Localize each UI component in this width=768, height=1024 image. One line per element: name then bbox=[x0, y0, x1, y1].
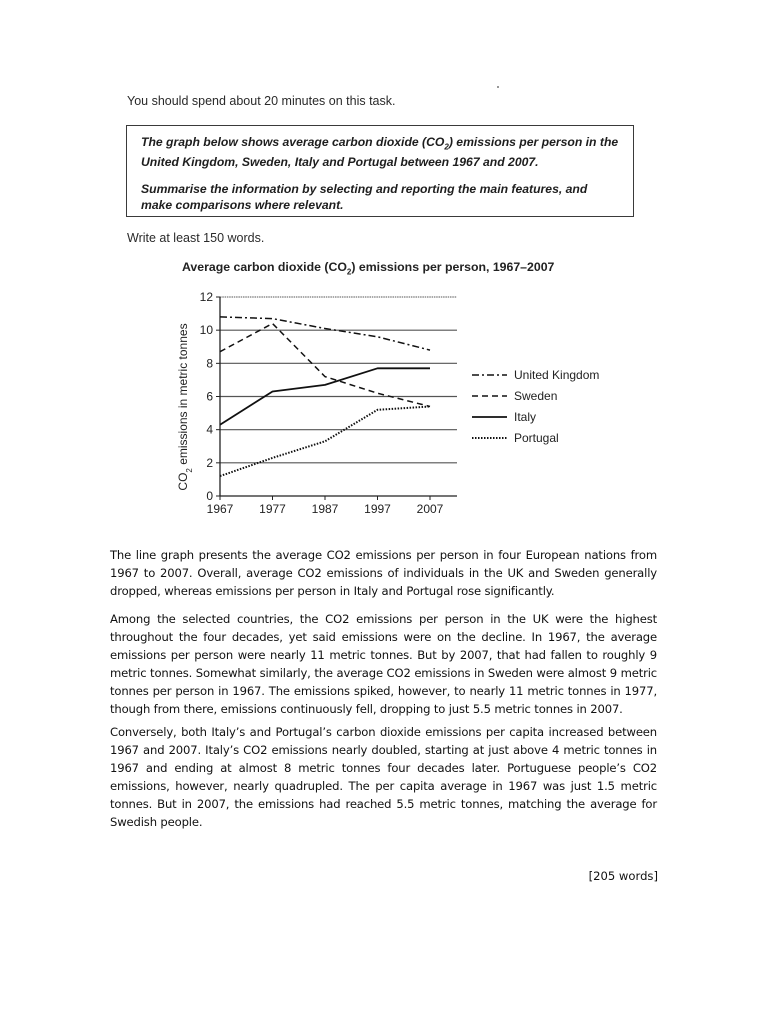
legend-item bbox=[472, 389, 557, 403]
essay-paragraph-2: Among the selected countries, the CO2 emissions per person in the UK were the highest throughout the four decades, yet said emissions were on the decline. In 1967, the average emissions per person were nearly 11 metric tonnes. But by 2007, that had fallen to roughly 9 metric tonnes. Somewhat similarly, the average CO2 emissions in Sweden were almost 9 metric tonnes per person in 1967. The emissions spiked, however, to nearly 11 metric tonnes in 1977, though from there, emissions continuously fell, dropping to just 5.5 metric tonnes in 2007. bbox=[110, 612, 657, 717]
svg-text:Sweden: Sweden bbox=[514, 389, 558, 403]
task-summary-instruction: Summarise the information by selecting and reporting the main features, and make comparisons where relevant. bbox=[141, 182, 588, 212]
word-minimum: Write at least 150 words. bbox=[127, 231, 265, 245]
word-count: [205 words] bbox=[588, 869, 658, 883]
chart-legend bbox=[472, 368, 599, 445]
legend-item bbox=[472, 431, 559, 445]
series-line-portugal bbox=[220, 407, 430, 477]
svg-text:6: 6 bbox=[206, 389, 213, 404]
svg-text:Italy: Italy bbox=[514, 410, 537, 424]
line-chart bbox=[160, 285, 630, 525]
svg-text:0: 0 bbox=[206, 489, 213, 503]
legend-item bbox=[472, 410, 536, 424]
svg-text:1977: 1977 bbox=[259, 502, 286, 516]
task-description: The graph below shows average carbon dioxide $(CO_2)$ emissions per person in the United Kingdom, Sweden, Italy and Portugal between 1967 and 2007. bbox=[141, 135, 619, 169]
svg-text:1987: 1987 bbox=[311, 502, 339, 516]
x-axis-ticks bbox=[207, 496, 444, 516]
svg-text:10: 10 bbox=[199, 323, 213, 338]
task-prompt-box bbox=[126, 125, 634, 217]
y-axis-label: $CO_2$ emissions in metric tonnes bbox=[176, 323, 194, 491]
svg-text:2: 2 bbox=[206, 455, 213, 470]
svg-text:Portugal: Portugal bbox=[514, 431, 559, 445]
svg-text:12: 12 bbox=[199, 290, 213, 304]
stray-dot bbox=[497, 86, 499, 88]
svg-text:United Kingdom: United Kingdom bbox=[514, 368, 600, 382]
svg-text:1997: 1997 bbox=[364, 502, 391, 516]
y-axis-ticks bbox=[200, 290, 220, 503]
chart-title: Average carbon dioxide $(CO_2)$ emissions per person, 1967–2007 bbox=[182, 260, 555, 277]
legend-item bbox=[472, 368, 599, 382]
svg-text:4: 4 bbox=[206, 422, 213, 437]
series-line-sweden bbox=[220, 324, 430, 407]
series-line-united-kingdom bbox=[220, 317, 430, 350]
svg-text:8: 8 bbox=[206, 356, 213, 371]
essay-paragraph-3: Conversely, both Italy’s and Portugal’s carbon dioxide emissions per capita increased between 1967 and 2007. Italy’s CO2 emissions nearly doubled, starting at just above 4 metric tonnes in 1967 and ending at almost 8 metric tonnes four decades later. Portuguese people’s CO2 emissions, however, nearly quadrupled. The per capita average in 1967 was just 1.5 metric tonnes. But in 2007, the emissions had reached 5.5 metric tonnes, matching the average for Swedish people. bbox=[110, 725, 657, 830]
svg-text:2007: 2007 bbox=[416, 502, 444, 516]
svg-text:1967: 1967 bbox=[206, 502, 234, 516]
essay-paragraph-1: The line graph presents the average CO2 emissions per person in four European nations from 1967 to 2007. Overall, average CO2 emissions of individuals in the UK and Sweden generally dropped, whereas emissions per person in Italy and Portugal rose significantly. bbox=[110, 548, 657, 599]
time-instruction: You should spend about 20 minutes on this task. bbox=[127, 94, 396, 108]
